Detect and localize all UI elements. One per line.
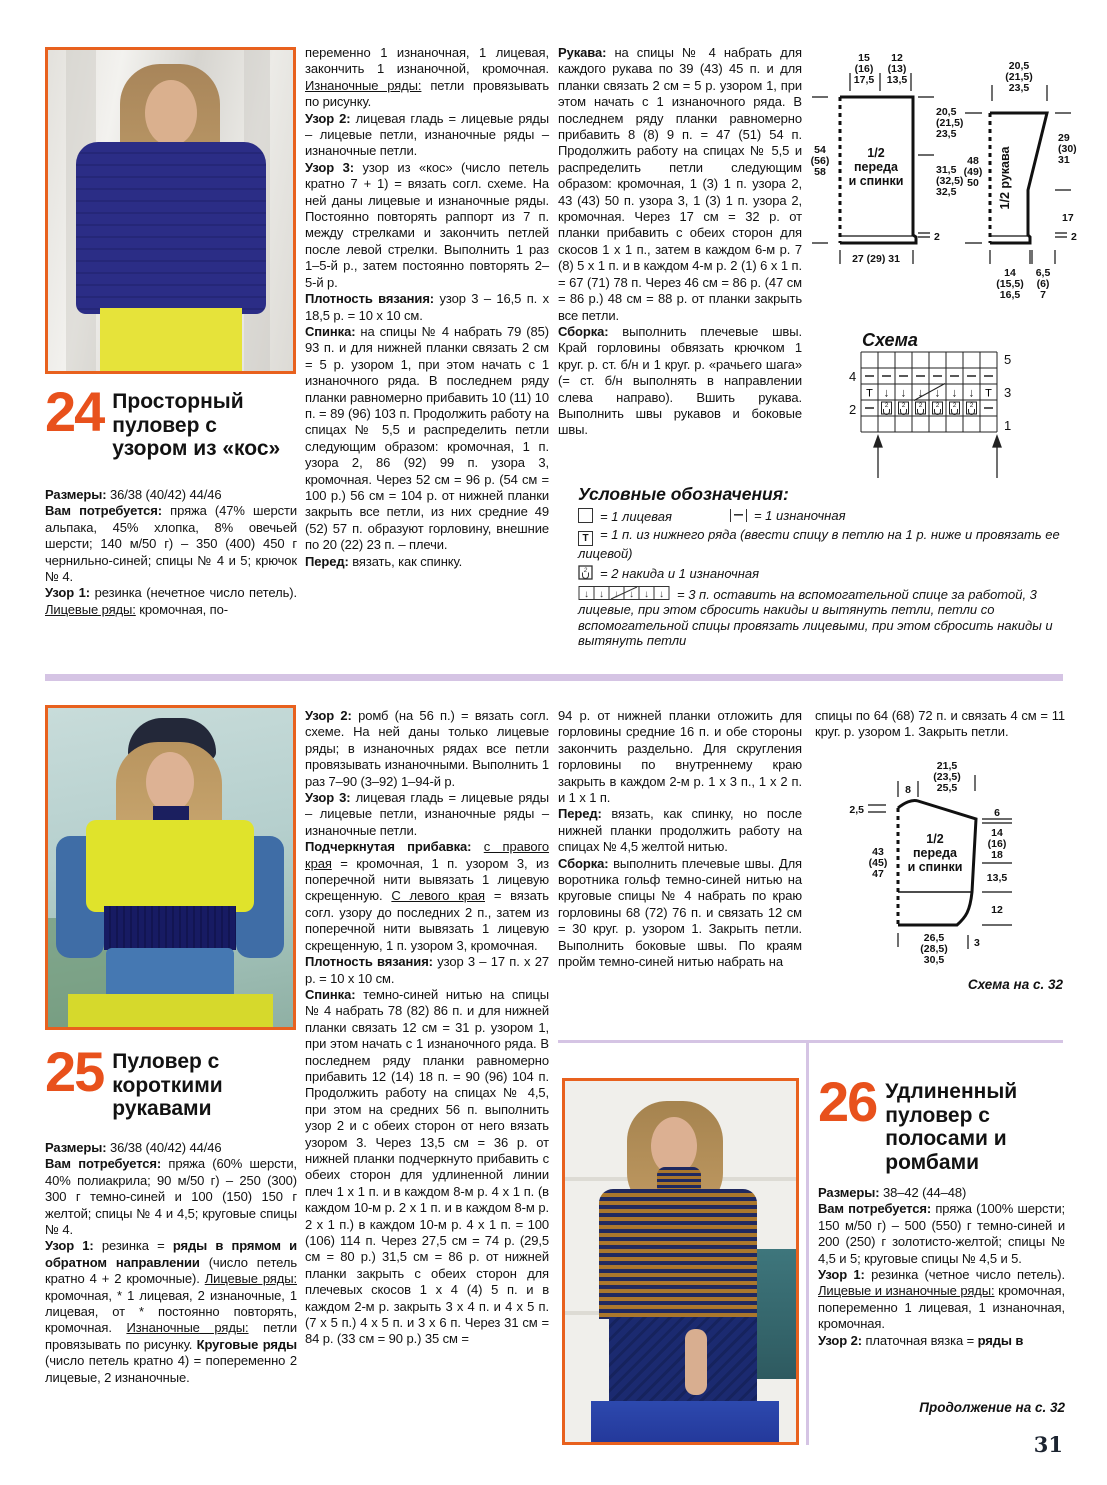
body-top-right-measure: (13) [887, 63, 907, 75]
pattern-26-header [818, 1070, 1065, 1175]
svg-text:2: 2 [952, 402, 957, 409]
pattern-26-text [818, 1185, 1065, 1397]
body-left-measure: 58 [814, 166, 826, 178]
paragraph: Размеры: 36/38 (40/42) 44/46 [45, 1140, 222, 1155]
sleeve-right-top-measure: 29 [1058, 132, 1070, 144]
sleeve-right-top-measure: 31 [1058, 154, 1070, 166]
body-label: 1/2 [926, 832, 944, 846]
left-measure: 47 [872, 868, 884, 880]
photo-pattern-26 [562, 1078, 799, 1445]
sleeve-label: 1/2 рукава [998, 146, 1012, 210]
left-measure: 43 [872, 846, 884, 858]
yellow-skirt [100, 308, 242, 371]
paragraph: Перед: вязать, как спинку, но после нижней планки продолжить работу на спицах № 4,5 желтой нитью. [558, 806, 802, 855]
right-measure: 14 [991, 827, 1003, 839]
svg-text:2: 2 [918, 402, 923, 409]
body-top-left-measure: (16) [854, 63, 874, 75]
legend-item-below-stitch [578, 527, 1086, 562]
chart-title: Схема [862, 330, 918, 350]
paragraph: Размеры: 38–42 (44–48) [818, 1185, 967, 1200]
top-measure: 21,5 [936, 760, 958, 772]
navy-sweater-bottom [609, 1317, 757, 1405]
chart-row-number: 4 [849, 369, 857, 384]
sleeve-top-measure: 23,5 [1008, 82, 1030, 94]
pattern-number: 24 [45, 380, 104, 443]
bottom-measure: (28,5) [920, 943, 948, 955]
top-measure: 25,5 [936, 782, 958, 794]
paragraph: Рукава: на спицы № 4 набрать для каждого рукава по 39 (43) 45 п. и для планки связать 2 см = 5 р. узором 1, при этом начать с 1 изнаночного ряда. В последнем ряду планки равномерно прибавить 8 (8) 9 п. = 47 (51) 54 п. Продолжить работу на спицах № 5,5 и распределить петли следующим образом: кромочная, 1 (3) 1 п. узора 2, 43 (43) 50 п. узора 3, 1 (3) 1 п. узора 2, кромочная. Через 17 см = 32 р. от планки прибавить с обеих сторон для скосов 1 х 1 п., затем в каждом 6-м р. 7 (8) 5 х 1 п. и в каждом 4-м р. 2 (1) 6 х 1 п. = 67 (71) 78 п. Через 46 см = 86 р. (47 см = 86 р.) 48 см = 88 р. от планки закрыть все петли. [558, 45, 802, 323]
yellow-trousers [68, 994, 273, 1027]
body-right-top-measure: 23,5 [936, 128, 957, 140]
pattern-24-header [45, 380, 297, 461]
blue-skirt [591, 1401, 779, 1442]
paragraph: Узор 2: ромб (на 56 п.) = вязать согл. схеме. На ней даны только лицевые ряды; в изнаночных рядах все петли провязывать изнаночными. Выполнить 1 раз 7–90 (3–92) 1–94-й р. [305, 708, 549, 789]
sleeve-bottom-right-measure: 7 [1040, 289, 1046, 301]
yarnover-icon [578, 565, 593, 580]
top-measure: (23,5) [933, 771, 961, 783]
legend-text: = 3 п. оставить на вспомогательной спице за работой, 3 лицевые, при этом сбросить накиды и вытянуть петли, петли со вспомогательной спицы провязать лицевыми, при этом сбросить накиды и вытянуть петли [578, 586, 1053, 649]
bottom-measure: 26,5 [923, 932, 945, 944]
legend-text: = 2 накида и 1 изнаночная [600, 566, 760, 582]
neck-rise-measure: 2,5 [849, 804, 864, 816]
paragraph: спицы по 64 (68) 72 п. и связать 4 см = 11 круг. р. узором 1. Закрыть петли. [815, 708, 1065, 740]
svg-text:2: 2 [901, 402, 906, 409]
right-measure: 18 [991, 849, 1003, 861]
pattern-24-schematic-diagrams [810, 45, 1100, 310]
pattern-24-column-3 [558, 45, 802, 475]
paragraph: Плотность вязания: узор 3 – 16,5 п. х 18,5 р. = 10 х 10 см. [305, 291, 549, 323]
body-top-right-measure: 13,5 [886, 74, 908, 86]
photo-pattern-25 [45, 705, 296, 1030]
svg-text:↓: ↓ [644, 588, 649, 600]
sleeve-bottom-left-measure: (15,5) [996, 278, 1024, 290]
svg-text:2: 2 [969, 402, 974, 409]
body-top-left-measure: 17,5 [853, 74, 875, 86]
body-left-measure: (56) [810, 155, 830, 167]
paragraph: Сборка: выполнить плечевые швы. Край горловины обвязать крючком 1 круг. р. ст. б/н и 1 круг. р. «рачьего шага» (= ст. б/н выполнять в направлении слева направо). Вшить рукава. Выполнить швы рукавов и боковые швы. [558, 323, 802, 438]
chart-row-number: 1 [1004, 418, 1012, 433]
cable-icon [578, 585, 670, 601]
pattern-25-column-1 [45, 1140, 297, 1428]
body-top-right-measure: 12 [891, 52, 903, 64]
legend-text: = 1 п. из нижнего ряда (ввести спицу в петлю на 1 р. ниже и провязать ее лицевой) [578, 527, 1060, 562]
pattern-25-header [45, 1040, 297, 1121]
sleeve-left-measure: 48 [967, 155, 979, 167]
body-top-left-measure: 15 [858, 52, 870, 64]
pattern-25-column-2 [305, 708, 549, 1440]
body-left-measure: 54 [814, 144, 826, 156]
pattern-number: 26 [818, 1070, 877, 1133]
photo-pattern-24 [45, 47, 296, 374]
svg-text:↓: ↓ [614, 588, 619, 600]
sleeve-bottom-right-measure: (6) [1036, 278, 1050, 290]
sleeve-right-top-measure: (30) [1058, 143, 1077, 155]
body-label: и спинки [907, 860, 963, 874]
paragraph: Подчеркнутая прибавка: с правого края = кромочная, 1 п. узором 3, из поперечной нити вывязать 1 лицевую скрещенную. С левого края = вязать согл. узору до последних 2 п., затем из поперечной нити вывязать 1 лицевую скрещенную, 1 п. узором 3, кромочная. [305, 839, 550, 953]
paragraph: Узор 1: резинка = ряды в прямом и обратном направлении (число петель кратно 4 + 2 кромочные). Лицевые ряды: кромочная, * 1 лицевая, 2 изнаночные, 1 лицевая, от * постоянно повторять, кромочная. Изнаночные ряды: петли провязывать по рисунку. Круговые ряды (число петель кратно 4) = попеременно 2 лицевые, 2 изнаночные. [45, 1238, 298, 1385]
continuation-note: Продолжение на с. 32 [919, 1400, 1065, 1415]
below-stitch-symbol: T [866, 387, 873, 400]
paragraph: Перед: вязать, как спинку. [305, 553, 463, 569]
svg-text:↓: ↓ [599, 588, 604, 600]
body-right-bottom-measure: 32,5 [936, 186, 957, 198]
pattern-number: 25 [45, 1040, 104, 1103]
svg-text:↓: ↓ [584, 588, 589, 600]
section-divider [45, 674, 1063, 681]
model-face [145, 80, 197, 146]
body-label: переда [913, 846, 957, 860]
blue-cable-sweater [76, 142, 266, 314]
paragraph: Узор 2: платочная вязка = ряды в [818, 1332, 1024, 1348]
below-stitch-symbol: T [985, 387, 992, 400]
body-hem-measure: 2 [934, 231, 940, 243]
page-number: 31 [1033, 1432, 1063, 1457]
below-stitch-icon: T [578, 531, 593, 546]
paragraph: Сборка: выполнить плечевые швы. Для воротника гольф темно-синей нитью на круговые спицы № 4 набрать по краю горловины 68 (72) 76 п. и связать 12 см = 30 круг. р. узором 1. Закрыть петли. Выполнить боковые швы. По краям пройм темно-синей нитью набрать на [558, 855, 802, 970]
yellow-vest [86, 820, 254, 912]
rapport-arrows [874, 436, 1001, 478]
paragraph: 94 р. от нижней планки отложить для горловины средние 16 п. и обе стороны закончить раздельно. Для скругления горловины по внутреннему краю закрыть в каждом 2-м р. 1 х 3 п., 1 х 2 п. и 1 х 1 п. [558, 708, 802, 806]
knit-stitch-icon [578, 508, 593, 523]
legend-item-purl [730, 508, 846, 525]
chart-row-number: 3 [1004, 385, 1012, 400]
left-measure: (45) [868, 857, 888, 869]
body-right-bottom-measure: (32,5) [936, 175, 964, 187]
legend-item-knit [578, 508, 672, 525]
pattern-26-top-divider [558, 1040, 1063, 1043]
body-right-bottom-measure: 31,5 [936, 164, 957, 176]
body-label: 1/2 [867, 146, 885, 160]
body-bottom-measure: 27 (29) 31 [852, 253, 900, 265]
paragraph: Узор 3: лицевая гладь = лицевые ряды – лицевые петли, изнаночные ряды – изнаночные петли. [305, 790, 549, 838]
pattern-24-column-1 [45, 487, 297, 619]
pattern-25-schematic-diagram [830, 755, 1080, 970]
right-measure: 13,5 [986, 872, 1008, 884]
model-hand [685, 1329, 707, 1395]
paragraph: Узор 2: лицевая гладь = лицевые ряды – лицевые петли, изнаночные ряды – изнаночные петли. [305, 110, 549, 159]
model-face [146, 752, 194, 812]
paragraph: Вам потребуется: пряжа (100% шерсти; 150 м/50 г) – 500 (550) г темно-синей и 200 (250) г золотисто-желтой; спицы № 4,5 и 5; круговые спицы № 4,5 и 5. [818, 1201, 1065, 1266]
sleeve-bottom-left-measure: 16,5 [999, 289, 1021, 301]
denim-shirt [106, 948, 234, 1000]
paragraph: Спинка: на спицы № 4 набрать 79 (85) 93 п. и для нижней планки связать 2 см = 5 р. узором 1, при этом начать с 1 изнаночного ряда. В последнем ряду планки равномерно прибавить 10 (11) 10 п. = 89 (96) 103 п. Продолжить работу на спицах № 5,5 и распределить петли следующим образом: кромочная, 1 п. узора 2, 86 (92) 99 п. узора 3, кромочная. Через 52 см = 96 р. (54 см = 100 р.) 56 см = 104 р. от нижней планки закрыть все петли, из них средние 49 (52) 57 п. образуют горловину, внешние по 20 (22) 23 п. – плечи. [305, 323, 549, 553]
chart-row-number: 2 [849, 402, 857, 417]
sleeve-left-measure: 50 [967, 177, 979, 189]
chart-reference-note: Схема на с. 32 [967, 977, 1063, 992]
sleeve-right-mid-measure: 17 [1062, 212, 1074, 224]
sleeve-bottom-right-measure: 6,5 [1035, 267, 1051, 279]
svg-text:2: 2 [935, 402, 940, 409]
sleeve-bottom-left-measure: 14 [1004, 267, 1016, 279]
paragraph: Размеры: 36/38 (40/42) 44/46 [45, 487, 222, 502]
bottom-measure: 30,5 [923, 954, 945, 966]
legend-item-yo2 [578, 565, 1086, 582]
legend-title: Условные обозначения: [578, 484, 789, 504]
svg-text:↓: ↓ [629, 588, 634, 600]
pattern-25-column-4 [815, 708, 1065, 748]
paragraph: переменно 1 изнаночная, 1 лицевая, закончить 1 изнаночной, кромочная. Изнаночные ряды: петли провязывать по рисунку. [305, 45, 549, 110]
svg-text:2: 2 [884, 402, 889, 409]
paragraph: Узор 3: узор из «кос» (число петель кратно 7 + 1) = вязать согл. схеме. На ней даны лицевые и изнаночные ряды. Постоянно повторять раппорт из 7 п. между стрелками и закончить петлей после левой стрелки. Выполнить 1 раз 1–5-й р., затем постоянно повторять 2–5-й р. [305, 159, 549, 290]
body-right-top-measure: 20,5 [936, 106, 957, 118]
pattern-title: Просторный пуловер с узором из «кос» [112, 390, 281, 461]
body-right-top-measure: (21,5) [936, 117, 964, 129]
navy-rib-band [104, 906, 236, 950]
right-measure: 6 [994, 807, 1000, 819]
purl-stitch-icon [730, 509, 747, 522]
pattern-24-column-2 [305, 45, 549, 647]
legend [578, 484, 1086, 649]
sleeve-hem-measure: 2 [1071, 231, 1077, 243]
legend-text: = 1 изнаночная [753, 507, 846, 523]
paragraph: Плотность вязания: узор 3 – 17 п. х 27 р. = 10 х 10 см. [305, 954, 549, 986]
knitting-chart: ↓ T T 2 2 2 2 2 2 5 3 1 4 2 [848, 350, 1026, 485]
pattern-25-column-3 [558, 708, 802, 1023]
chart-row-number: 5 [1004, 352, 1012, 367]
sleeve-top-measure: (21,5) [1005, 71, 1033, 83]
svg-text:↓: ↓ [659, 588, 664, 600]
paragraph: Вам потребуется: пряжа (47% шерсти альпака, 45% хлопка, 8% овечьей шерсти; 140 м/50 г) – 350 (400) 450 г чернильно-синей; спицы № 4 и 5; крючок № 4. [45, 503, 297, 585]
svg-text:2: 2 [583, 567, 588, 574]
pattern-26-left-divider [806, 1040, 809, 1445]
legend-item-cable [578, 585, 1086, 649]
paragraph: Спинка: темно-синей нитью на спицы № 4 набрать 78 (82) 86 п. и для нижней планки связать 12 см = 31 р. узором 1, при этом начать с 1 изнаночного ряда. В последнем ряду планки равномерно прибавить 12 (14) 18 п. = 90 (96) 104 п. Продолжить работу на спицах № 4,5, при этом на средних 56 п. выполнить узор 2 и с обеих сторон от него вязать узором 3. Через 13,5 см = 36 р. от нижней планки подчеркнуто прибавить с обеих сторон для удлиненной линии плеч 1 х 1 п. и в каждом 8-м р. 4 х 1 п. (в каждом 10-м р. 2 х 1 п. и в каждом 8-м р. 2 х 1 п.) в каждом 10-м р. 4 х 1 п. = 100 (106) 114 п. Через 27,5 см = 74 р. (29,5 см = 80 р.) 31,5 см = 86 р. от нижней планки закрыть с обеих сторон для плечевых скосов 1 х 4 (4) 5 п. и в каждом 2-м р. закрыть 3 х 4 п. и 4 х 5 п. (7 х 5 п.) 4 х 5 п. и 3 х 6 п. Через 31 см = 84 р. (33 см = 90 р.) 35 см = [305, 986, 549, 1347]
body-label: и спинки [848, 174, 904, 188]
right-measure: 12 [991, 904, 1003, 916]
paragraph: Вам потребуется: пряжа (60% шерсти, 40% полиакрила; 90 м/50 г) – 250 (300) 300 г темно-синей и 100 (150) 150 г желтой; спицы № 4 и 4,5; круговые спицы № 4. [45, 1156, 297, 1238]
paragraph: Узор 1: резинка (четное число петель). Лицевые и изнаночные ряды: кромочная, попеременно 1 лицевая, 1 изнаночная, кромочная. [818, 1267, 1065, 1332]
bottom-small-measure: 3 [974, 937, 980, 949]
striped-sweater-top [599, 1189, 757, 1319]
sleeve-left-measure: (49) [963, 166, 983, 178]
pattern-title: Пуловер с короткими рукавами [112, 1050, 223, 1121]
shoulder-measure: 8 [905, 784, 911, 796]
legend-text: = 1 лицевая [600, 508, 672, 524]
sleeve-top-measure: 20,5 [1008, 60, 1030, 72]
right-measure: (16) [987, 838, 1007, 850]
body-label: переда [854, 160, 898, 174]
pattern-title: Удлиненный пуловер с полосами и ромбами [885, 1080, 1018, 1175]
paragraph: Узор 1: резинка (нечетное число петель). Лицевые ряды: кромочная, по- [45, 585, 297, 617]
